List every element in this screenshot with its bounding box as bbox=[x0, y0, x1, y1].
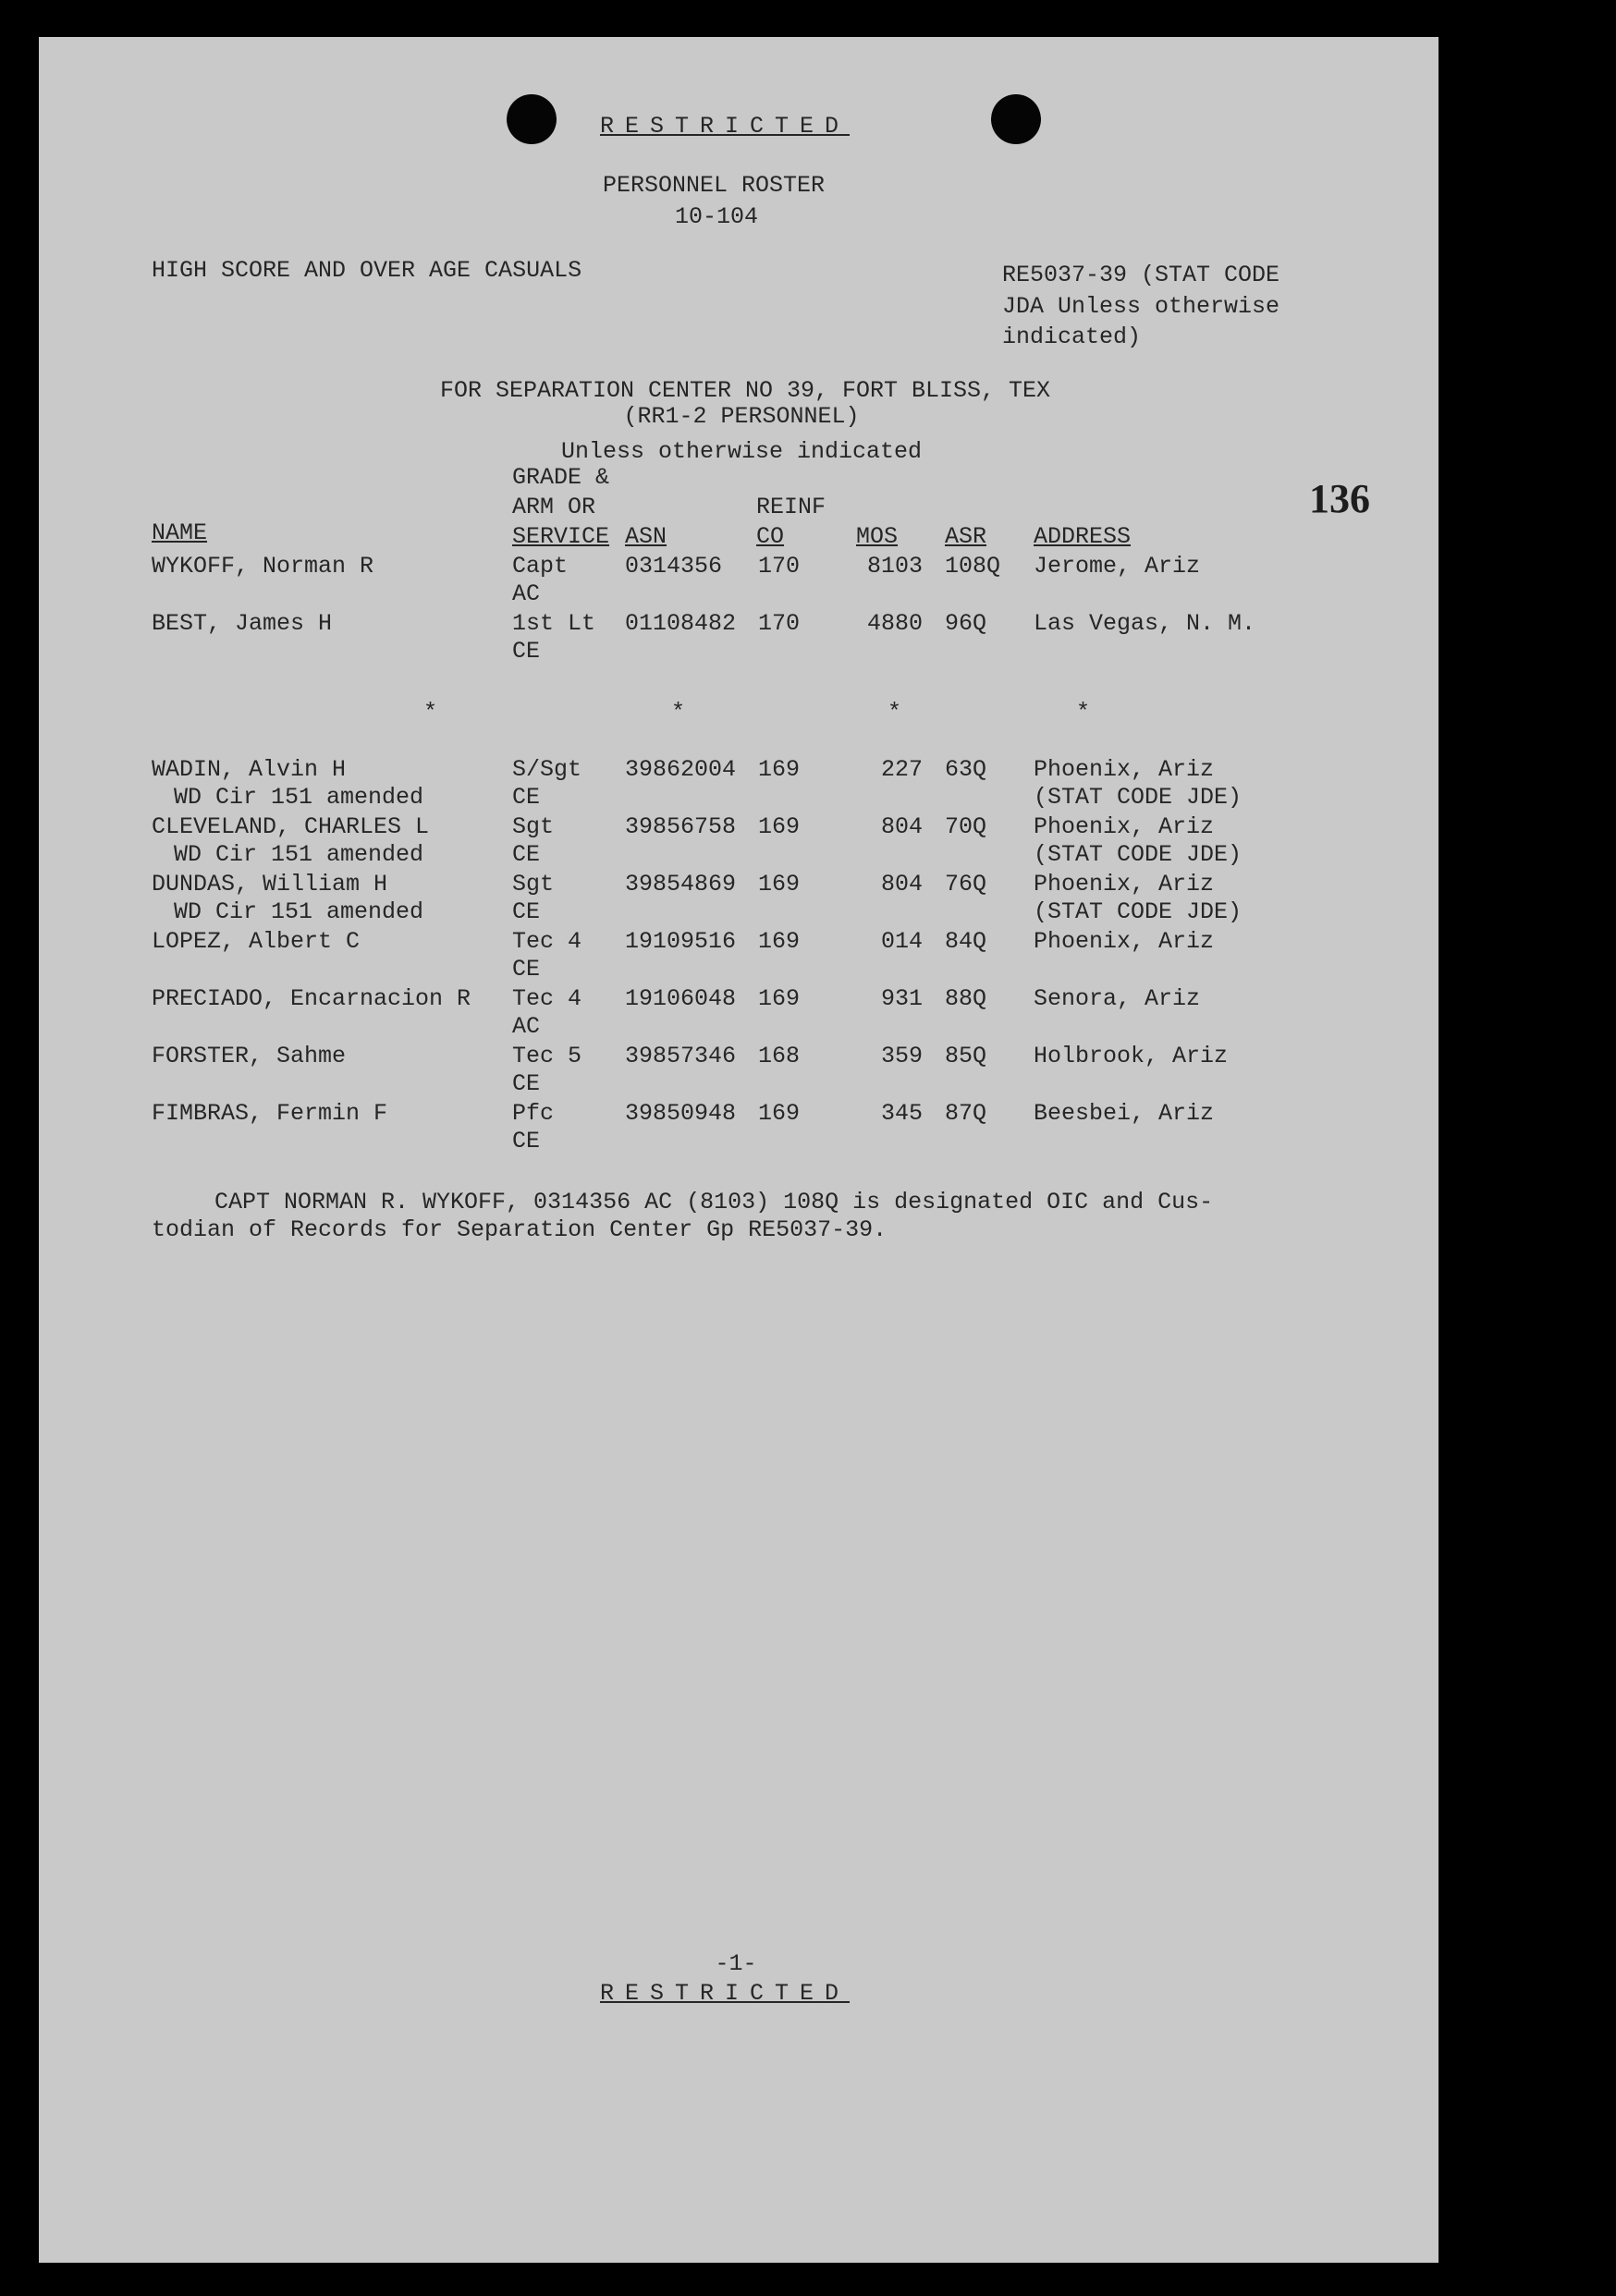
header-asn: ASN bbox=[625, 523, 667, 550]
row-arm: AC bbox=[512, 1013, 541, 1040]
row-name: WADIN, Alvin H bbox=[152, 756, 347, 783]
row-co: 169 bbox=[758, 813, 801, 840]
row-grade: Tec 4 bbox=[512, 985, 582, 1012]
row-address: Phoenix, Ariz bbox=[1034, 928, 1215, 955]
row-name: FIMBRAS, Fermin F bbox=[152, 1100, 388, 1127]
row-note: WD Cir 151 amended bbox=[174, 841, 424, 868]
row-arm: CE bbox=[512, 784, 541, 811]
row-asr: 84Q bbox=[945, 928, 987, 955]
order-number: 10-104 bbox=[674, 203, 759, 230]
header-mos: MOS bbox=[856, 523, 899, 550]
row-asr: 96Q bbox=[945, 610, 987, 637]
row-mos: 804 bbox=[880, 813, 923, 840]
row-arm: AC bbox=[512, 580, 541, 607]
punch-hole-left bbox=[507, 94, 557, 144]
row-asn: 0314356 bbox=[625, 553, 723, 580]
row-mos: 931 bbox=[880, 985, 923, 1012]
row-asr: 108Q bbox=[945, 553, 1001, 580]
row-note: WD Cir 151 amended bbox=[174, 784, 424, 811]
stat-code-line-3: indicated) bbox=[1002, 324, 1142, 350]
row-co: 169 bbox=[758, 1100, 801, 1127]
row-name: LOPEZ, Albert C bbox=[152, 928, 361, 955]
closing-note-line-1: CAPT NORMAN R. WYKOFF, 0314356 AC (8103) 108Q is designated OIC and Cus- bbox=[214, 1189, 1214, 1215]
row-mos: 227 bbox=[880, 756, 923, 783]
row-grade: Pfc bbox=[512, 1100, 555, 1127]
row-co: 168 bbox=[758, 1043, 801, 1069]
row-name: FORSTER, Sahme bbox=[152, 1043, 347, 1069]
row-stat-code: (STAT CODE JDE) bbox=[1034, 898, 1243, 925]
row-mos: 014 bbox=[880, 928, 923, 955]
row-mos: 4880 bbox=[866, 610, 923, 637]
row-asn: 01108482 bbox=[625, 610, 737, 637]
stat-code-line-1: RE5037-39 (STAT CODE bbox=[1002, 262, 1280, 288]
header-address: ADDRESS bbox=[1034, 523, 1132, 550]
row-grade: Tec 5 bbox=[512, 1043, 582, 1069]
row-name: PRECIADO, Encarnacion R bbox=[152, 985, 471, 1012]
row-grade: 1st Lt bbox=[512, 610, 596, 637]
destination-line-1: FOR SEPARATION CENTER NO 39, FORT BLISS, TEX bbox=[439, 377, 1051, 404]
classification-bottom: RESTRICTED bbox=[599, 1980, 851, 2007]
row-co: 170 bbox=[758, 553, 801, 580]
row-asn: 39856758 bbox=[625, 813, 737, 840]
row-arm: CE bbox=[512, 956, 541, 983]
row-asr: 70Q bbox=[945, 813, 987, 840]
row-grade: Sgt bbox=[512, 871, 555, 898]
row-grade: Tec 4 bbox=[512, 928, 582, 955]
row-address: Holbrook, Ariz bbox=[1034, 1043, 1229, 1069]
row-co: 169 bbox=[758, 756, 801, 783]
row-asn: 39854869 bbox=[625, 871, 737, 898]
row-grade: Sgt bbox=[512, 813, 555, 840]
row-stat-code: (STAT CODE JDE) bbox=[1034, 784, 1243, 811]
row-asn: 39850948 bbox=[625, 1100, 737, 1127]
row-grade: Capt bbox=[512, 553, 569, 580]
row-co: 169 bbox=[758, 985, 801, 1012]
destination-line-3: Unless otherwise indicated bbox=[560, 438, 923, 465]
row-asr: 63Q bbox=[945, 756, 987, 783]
row-mos: 345 bbox=[880, 1100, 923, 1127]
row-address: Senora, Ariz bbox=[1034, 985, 1201, 1012]
row-stat-code: (STAT CODE JDE) bbox=[1034, 841, 1243, 868]
row-arm: CE bbox=[512, 638, 541, 665]
row-arm: CE bbox=[512, 841, 541, 868]
destination-line-2: (RR1-2 PERSONNEL) bbox=[623, 403, 860, 430]
row-asr: 88Q bbox=[945, 985, 987, 1012]
roster-title: PERSONNEL ROSTER bbox=[602, 172, 826, 199]
stat-code-line-2: JDA Unless otherwise bbox=[1002, 293, 1280, 320]
row-asn: 19106048 bbox=[625, 985, 737, 1012]
closing-note-line-2: todian of Records for Separation Center Gp RE5037-39. bbox=[152, 1216, 888, 1243]
row-asr: 76Q bbox=[945, 871, 987, 898]
row-address: Las Vegas, N. M. bbox=[1034, 610, 1256, 637]
separator-star: * bbox=[423, 699, 438, 726]
classification-top: RESTRICTED bbox=[599, 113, 851, 140]
row-address: Phoenix, Ariz bbox=[1034, 813, 1215, 840]
header-grade-line-2: ARM OR bbox=[512, 494, 596, 520]
group-label: HIGH SCORE AND OVER AGE CASUALS bbox=[152, 257, 582, 284]
row-asn: 39862004 bbox=[625, 756, 737, 783]
separator-star: * bbox=[671, 699, 686, 726]
header-name: NAME bbox=[152, 519, 208, 546]
page-stamp: 136 bbox=[1309, 476, 1370, 521]
row-grade: S/Sgt bbox=[512, 756, 582, 783]
header-asr: ASR bbox=[945, 523, 987, 550]
row-name: CLEVELAND, CHARLES L bbox=[152, 813, 430, 840]
punch-hole-right bbox=[991, 94, 1041, 144]
row-address: Beesbei, Ariz bbox=[1034, 1100, 1215, 1127]
row-mos: 359 bbox=[880, 1043, 923, 1069]
row-address: Phoenix, Ariz bbox=[1034, 756, 1215, 783]
row-asr: 87Q bbox=[945, 1100, 987, 1127]
row-asn: 39857346 bbox=[625, 1043, 737, 1069]
row-asr: 85Q bbox=[945, 1043, 987, 1069]
row-arm: CE bbox=[512, 1128, 541, 1154]
row-mos: 804 bbox=[880, 871, 923, 898]
header-co: CO bbox=[756, 523, 785, 550]
separator-star: * bbox=[1076, 699, 1091, 726]
row-name: DUNDAS, William H bbox=[152, 871, 388, 898]
row-co: 170 bbox=[758, 610, 801, 637]
row-name: BEST, James H bbox=[152, 610, 333, 637]
row-arm: CE bbox=[512, 1070, 541, 1097]
row-name: WYKOFF, Norman R bbox=[152, 553, 374, 580]
row-mos: 8103 bbox=[866, 553, 923, 580]
row-note: WD Cir 151 amended bbox=[174, 898, 424, 925]
row-co: 169 bbox=[758, 871, 801, 898]
row-asn: 19109516 bbox=[625, 928, 737, 955]
header-grade-line-1: GRADE & bbox=[512, 464, 610, 491]
document-page bbox=[39, 37, 1438, 2263]
separator-star: * bbox=[888, 699, 902, 726]
header-service: SERVICE bbox=[512, 523, 610, 550]
page-number: -1- bbox=[715, 1950, 757, 1977]
row-arm: CE bbox=[512, 898, 541, 925]
row-co: 169 bbox=[758, 928, 801, 955]
header-reinf: REINF bbox=[756, 494, 826, 520]
row-address: Phoenix, Ariz bbox=[1034, 871, 1215, 898]
row-address: Jerome, Ariz bbox=[1034, 553, 1201, 580]
